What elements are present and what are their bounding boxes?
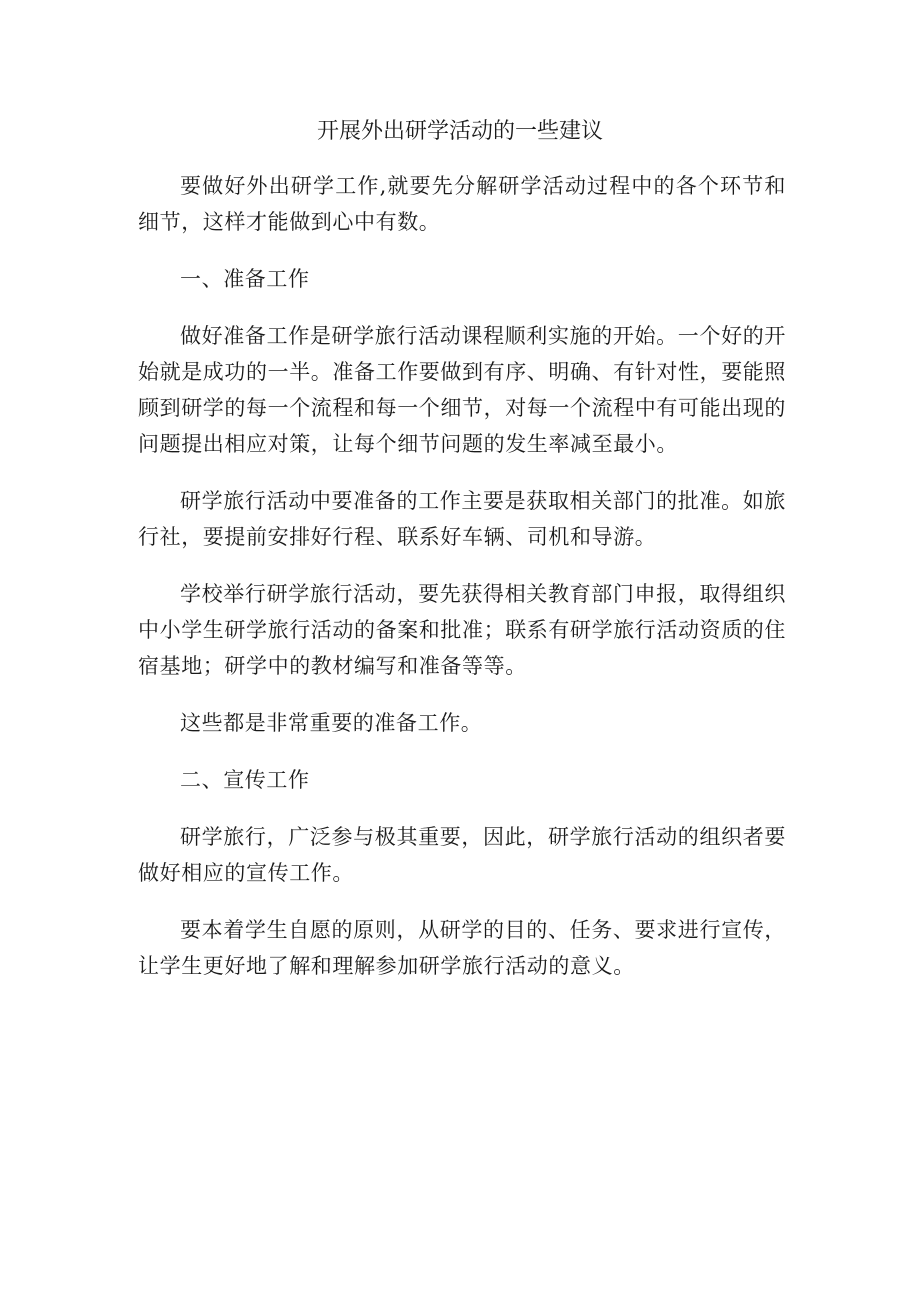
intro-paragraph: 要做好外出研学工作,就要先分解研学活动过程中的各个环节和细节，这样才能做到心中有数。 xyxy=(138,174,786,234)
preparation-paragraph-3: 学校举行研学旅行活动，要先获得相关教育部门申报，取得组织中小学生研学旅行活动的备案和批准；联系有研学旅行活动资质的住宿基地；研学中的教材编写和准备等等。 xyxy=(138,582,786,678)
section-heading-publicity: 二、宣传工作 xyxy=(180,768,310,792)
preparation-paragraph-2: 研学旅行活动中要准备的工作主要是获取相关部门的批准。如旅行社，要提前安排好行程、联系好车辆、司机和导游。 xyxy=(138,489,786,549)
preparation-paragraph-1: 做好准备工作是研学旅行活动课程顺利实施的开始。一个好的开始就是成功的一半。准备工作要做到有序、明确、有针对性，要能照顾到研学的每一个流程和每一个细节，对每一个流程中有可能出现的问题提出相应对策，让每个细节问题的发生率减至最小。 xyxy=(138,324,786,456)
section-heading-preparation: 一、准备工作 xyxy=(180,267,310,291)
document-body xyxy=(138,168,786,984)
preparation-summary: 这些都是非常重要的准备工作。 xyxy=(180,711,483,735)
publicity-paragraph-2: 要本着学生自愿的原则，从研学的目的、任务、要求进行宣传，让学生更好地了解和理解参加研学旅行活动的意义。 xyxy=(138,918,786,978)
publicity-paragraph-1: 研学旅行，广泛参与极其重要，因此，研学旅行活动的组织者要做好相应的宣传工作。 xyxy=(138,825,786,885)
document-title: 开展外出研学活动的一些建议 xyxy=(316,119,603,144)
